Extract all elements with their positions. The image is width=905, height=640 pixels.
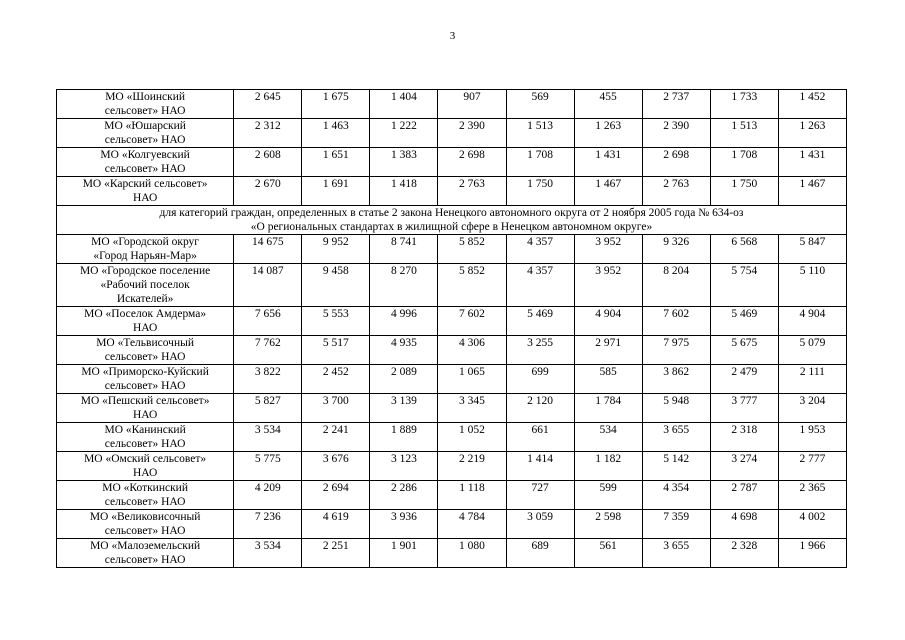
value-cell: 1 750 [506, 177, 574, 206]
value-cell: 1 118 [438, 481, 506, 510]
value-cell: 1 418 [370, 177, 438, 206]
value-cell: 5 675 [710, 336, 778, 365]
value-cell: 2 365 [778, 481, 846, 510]
value-cell: 3 952 [574, 264, 642, 307]
value-cell: 2 737 [642, 90, 710, 119]
value-cell: 2 286 [370, 481, 438, 510]
value-cell: 3 862 [642, 365, 710, 394]
value-cell: 14 675 [234, 235, 302, 264]
table-section [57, 206, 847, 235]
value-cell: 9 952 [302, 235, 370, 264]
value-cell: 3 655 [642, 423, 710, 452]
value-cell: 4 209 [234, 481, 302, 510]
value-cell: 1 414 [506, 452, 574, 481]
table-row [57, 177, 847, 206]
value-cell: 2 763 [642, 177, 710, 206]
value-cell: 1 065 [438, 365, 506, 394]
value-cell: 1 182 [574, 452, 642, 481]
value-cell: 2 318 [710, 423, 778, 452]
table-row [57, 148, 847, 177]
value-cell: 4 357 [506, 264, 574, 307]
value-cell: 1 901 [370, 539, 438, 568]
value-cell: 5 517 [302, 336, 370, 365]
value-cell: 661 [506, 423, 574, 452]
value-cell: 1 383 [370, 148, 438, 177]
value-cell: 7 656 [234, 307, 302, 336]
value-cell: 455 [574, 90, 642, 119]
value-cell: 9 458 [302, 264, 370, 307]
municipality-name: МО «Карский сельсовет» НАО [57, 177, 234, 206]
value-cell: 2 111 [778, 365, 846, 394]
value-cell: 1 889 [370, 423, 438, 452]
value-cell: 2 089 [370, 365, 438, 394]
value-cell: 3 345 [438, 394, 506, 423]
value-cell: 1 733 [710, 90, 778, 119]
value-cell: 7 762 [234, 336, 302, 365]
municipality-name: МО «Поселок Амдерма» НАО [57, 307, 234, 336]
table-row [57, 336, 847, 365]
table-row [57, 394, 847, 423]
value-cell: 2 971 [574, 336, 642, 365]
value-cell: 8 741 [370, 235, 438, 264]
value-cell: 4 619 [302, 510, 370, 539]
value-cell: 2 328 [710, 539, 778, 568]
value-cell: 5 469 [710, 307, 778, 336]
value-cell: 699 [506, 365, 574, 394]
municipality-name: МО «Омский сельсовет» НАО [57, 452, 234, 481]
value-cell: 4 904 [778, 307, 846, 336]
value-cell: 1 431 [574, 148, 642, 177]
value-cell: 2 219 [438, 452, 506, 481]
value-cell: 2 645 [234, 90, 302, 119]
value-cell: 3 255 [506, 336, 574, 365]
value-cell: 2 390 [438, 119, 506, 148]
value-cell: 4 996 [370, 307, 438, 336]
value-cell: 1 691 [302, 177, 370, 206]
value-cell: 3 204 [778, 394, 846, 423]
municipality-name: МО «Тельвисочный сельсовет» НАО [57, 336, 234, 365]
value-cell: 2 698 [642, 148, 710, 177]
municipality-name: МО «Малоземельский сельсовет» НАО [57, 539, 234, 568]
value-cell: 6 568 [710, 235, 778, 264]
value-cell: 1 080 [438, 539, 506, 568]
value-cell: 3 822 [234, 365, 302, 394]
value-cell: 3 123 [370, 452, 438, 481]
value-cell: 7 975 [642, 336, 710, 365]
value-cell: 14 087 [234, 264, 302, 307]
value-cell: 2 598 [574, 510, 642, 539]
municipality-name: МО «Колгуевский сельсовет» НАО [57, 148, 234, 177]
value-cell: 7 602 [642, 307, 710, 336]
value-cell: 1 513 [506, 119, 574, 148]
value-cell: 1 966 [778, 539, 846, 568]
value-cell: 1 404 [370, 90, 438, 119]
value-cell: 1 263 [574, 119, 642, 148]
value-cell: 2 241 [302, 423, 370, 452]
value-cell: 4 698 [710, 510, 778, 539]
value-cell: 2 694 [302, 481, 370, 510]
municipality-name: МО «Городской округ «Город Нарьян-Мар» [57, 235, 234, 264]
value-cell: 561 [574, 539, 642, 568]
table-row [57, 365, 847, 394]
value-cell: 4 784 [438, 510, 506, 539]
value-cell: 3 936 [370, 510, 438, 539]
value-cell: 2 251 [302, 539, 370, 568]
value-cell: 1 750 [710, 177, 778, 206]
value-cell: 7 359 [642, 510, 710, 539]
value-cell: 2 479 [710, 365, 778, 394]
value-cell: 2 787 [710, 481, 778, 510]
value-cell: 5 852 [438, 235, 506, 264]
value-cell: 2 670 [234, 177, 302, 206]
value-cell: 3 952 [574, 235, 642, 264]
value-cell: 8 270 [370, 264, 438, 307]
value-cell: 3 139 [370, 394, 438, 423]
value-cell: 2 120 [506, 394, 574, 423]
value-cell: 3 534 [234, 539, 302, 568]
value-cell: 2 698 [438, 148, 506, 177]
municipality-name: МО «Городское поселение «Рабочий поселок Искателей» [57, 264, 234, 307]
value-cell: 534 [574, 423, 642, 452]
value-cell: 5 553 [302, 307, 370, 336]
value-cell: 5 469 [506, 307, 574, 336]
value-cell: 1 953 [778, 423, 846, 452]
value-cell: 4 357 [506, 235, 574, 264]
table-body-bottom [57, 235, 847, 568]
table-row [57, 235, 847, 264]
value-cell: 1 452 [778, 90, 846, 119]
value-cell: 1 784 [574, 394, 642, 423]
value-cell: 7 602 [438, 307, 506, 336]
value-cell: 5 847 [778, 235, 846, 264]
value-cell: 3 777 [710, 394, 778, 423]
value-cell: 1 467 [778, 177, 846, 206]
value-cell: 3 700 [302, 394, 370, 423]
value-cell: 3 676 [302, 452, 370, 481]
value-cell: 3 059 [506, 510, 574, 539]
value-cell: 1 431 [778, 148, 846, 177]
value-cell: 1 651 [302, 148, 370, 177]
value-cell: 5 827 [234, 394, 302, 423]
value-cell: 5 775 [234, 452, 302, 481]
value-cell: 907 [438, 90, 506, 119]
value-cell: 2 608 [234, 148, 302, 177]
municipality-name: МО «Юшарский сельсовет» НАО [57, 119, 234, 148]
value-cell: 7 236 [234, 510, 302, 539]
value-cell: 2 452 [302, 365, 370, 394]
municipality-name: МО «Коткинский сельсовет» НАО [57, 481, 234, 510]
municipality-name: МО «Пешский сельсовет» НАО [57, 394, 234, 423]
value-cell: 4 306 [438, 336, 506, 365]
value-cell: 585 [574, 365, 642, 394]
value-cell: 1 708 [506, 148, 574, 177]
municipality-name: МО «Приморско-Куйский сельсовет» НАО [57, 365, 234, 394]
table-row [57, 539, 847, 568]
value-cell: 2 763 [438, 177, 506, 206]
table-row [57, 452, 847, 481]
value-cell: 5 948 [642, 394, 710, 423]
value-cell: 5 110 [778, 264, 846, 307]
value-cell: 8 204 [642, 264, 710, 307]
value-cell: 1 222 [370, 119, 438, 148]
table-row [57, 481, 847, 510]
housing-cost-table [56, 89, 847, 568]
value-cell: 1 463 [302, 119, 370, 148]
value-cell: 1 513 [710, 119, 778, 148]
municipality-name: МО «Шоинский сельсовет» НАО [57, 90, 234, 119]
table-row [57, 307, 847, 336]
value-cell: 4 904 [574, 307, 642, 336]
section-heading: для категорий граждан, определенных в статье 2 закона Ненецкого автономного округа от 2 ноября 2005 года № 634-оз «О региональных стандартах в жилищной сфере в Ненецком автономном округе» [57, 206, 847, 235]
value-cell: 689 [506, 539, 574, 568]
value-cell: 599 [574, 481, 642, 510]
value-cell: 4 002 [778, 510, 846, 539]
value-cell: 2 312 [234, 119, 302, 148]
municipality-name: МО «Канинский сельсовет» НАО [57, 423, 234, 452]
table-row [57, 423, 847, 452]
value-cell: 1 052 [438, 423, 506, 452]
table-row [57, 119, 847, 148]
value-cell: 1 675 [302, 90, 370, 119]
value-cell: 9 326 [642, 235, 710, 264]
table-row [57, 264, 847, 307]
value-cell: 3 274 [710, 452, 778, 481]
value-cell: 5 142 [642, 452, 710, 481]
value-cell: 4 935 [370, 336, 438, 365]
section-heading-row [57, 206, 847, 235]
value-cell: 727 [506, 481, 574, 510]
value-cell: 3 534 [234, 423, 302, 452]
municipality-name: МО «Великовисочный сельсовет» НАО [57, 510, 234, 539]
table-row [57, 90, 847, 119]
table-body-top [57, 90, 847, 206]
value-cell: 1 467 [574, 177, 642, 206]
value-cell: 5 852 [438, 264, 506, 307]
value-cell: 2 777 [778, 452, 846, 481]
value-cell: 3 655 [642, 539, 710, 568]
value-cell: 5 079 [778, 336, 846, 365]
value-cell: 1 708 [710, 148, 778, 177]
value-cell: 5 754 [710, 264, 778, 307]
table-row [57, 510, 847, 539]
page-number: 3 [449, 30, 456, 42]
value-cell: 2 390 [642, 119, 710, 148]
value-cell: 1 263 [778, 119, 846, 148]
value-cell: 569 [506, 90, 574, 119]
value-cell: 4 354 [642, 481, 710, 510]
